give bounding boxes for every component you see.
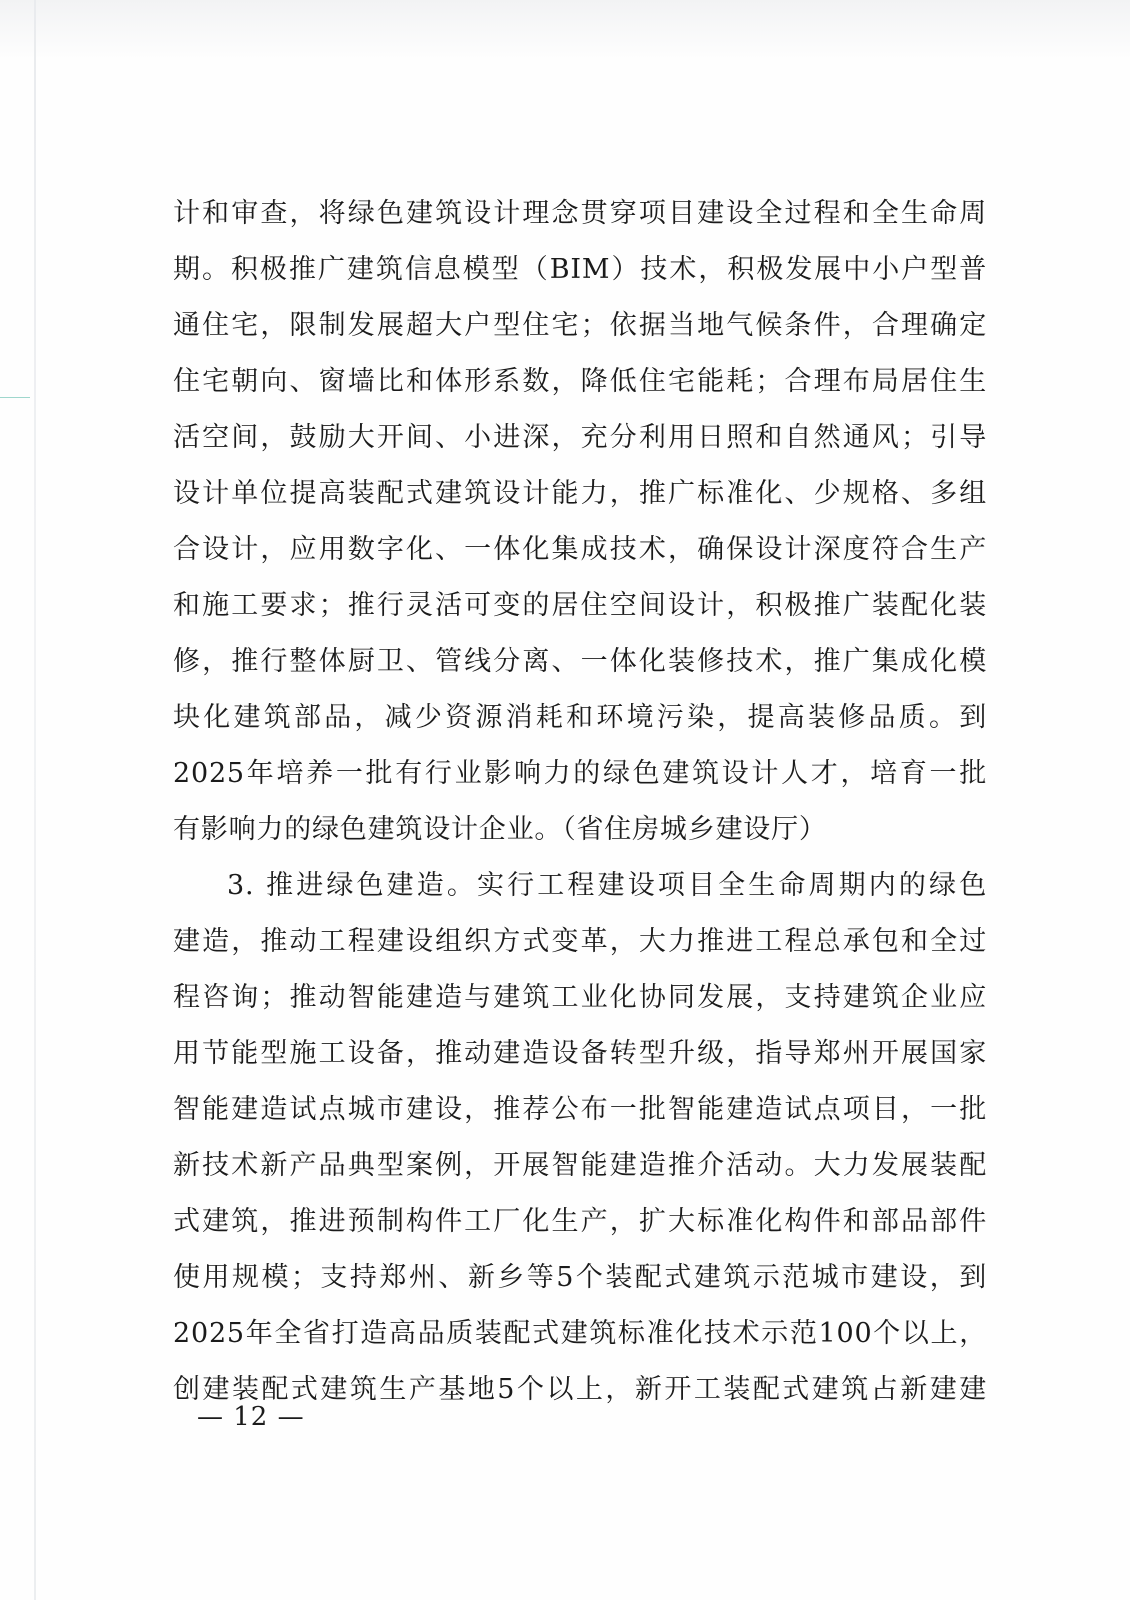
text-line: 创建装配式建筑生产基地5个以上，新开工装配式建筑占新建建 (173, 1374, 987, 1405)
text-line: 通住宅，限制发展超大户型住宅；依据当地气候条件，合理确定 (173, 310, 987, 341)
section-heading-line: 3. 推进绿色建造。实行工程建设项目全生命周期内的绿色 (227, 870, 987, 901)
text-line: 用节能型施工设备，推动建造设备转型升级，指导郑州开展国家 (173, 1038, 987, 1069)
text-line: 智能建造试点城市建设，推荐公布一批智能建造试点项目，一批 (173, 1094, 987, 1125)
text-line: 建造，推动工程建设组织方式变革，大力推进工程总承包和全过 (173, 926, 987, 957)
text-line: 有影响力的绿色建筑设计企业。（省住房城乡建设厅） (173, 814, 827, 845)
text-line: 合设计，应用数字化、一体化集成技术，确保设计深度符合生产 (173, 534, 987, 565)
text-line: 使用规模；支持郑州、新乡等5个装配式建筑示范城市建设，到 (173, 1262, 987, 1293)
text-line: 住宅朝向、窗墙比和体形系数，降低住宅能耗；合理布局居住生 (173, 366, 987, 397)
text-line: 2025年培养一批有行业影响力的绿色建筑设计人才，培育一批 (173, 758, 987, 789)
scan-shadow (0, 0, 1130, 60)
binding-edge (34, 0, 36, 1600)
body-text (173, 186, 987, 1418)
text-line: 期。积极推广建筑信息模型（BIM）技术，积极发展中小户型普 (173, 254, 987, 285)
page-number: — 12 — (197, 1402, 305, 1432)
text-line: 块化建筑部品，减少资源消耗和环境污染，提高装修品质。到 (173, 702, 987, 733)
text-line: 程咨询；推动智能建造与建筑工业化协同发展，支持建筑企业应 (173, 982, 987, 1013)
text-line: 计和审查，将绿色建筑设计理念贯穿项目建设全过程和全生命周 (173, 198, 987, 229)
text-line: 设计单位提高装配式建筑设计能力，推广标准化、少规格、多组 (173, 478, 987, 509)
text-line: 修，推行整体厨卫、管线分离、一体化装修技术，推广集成化模 (173, 646, 987, 677)
text-line: 2025年全省打造高品质装配式建筑标准化技术示范100个以上， (173, 1318, 987, 1349)
text-line: 新技术新产品典型案例，开展智能建造推介活动。大力发展装配 (173, 1150, 987, 1181)
text-line: 和施工要求；推行灵活可变的居住空间设计，积极推广装配化装 (173, 590, 987, 621)
margin-mark (0, 397, 30, 398)
text-line: 活空间，鼓励大开间、小进深，充分利用日照和自然通风；引导 (173, 422, 987, 453)
text-line: 式建筑，推进预制构件工厂化生产，扩大标准化构件和部品部件 (173, 1206, 987, 1237)
